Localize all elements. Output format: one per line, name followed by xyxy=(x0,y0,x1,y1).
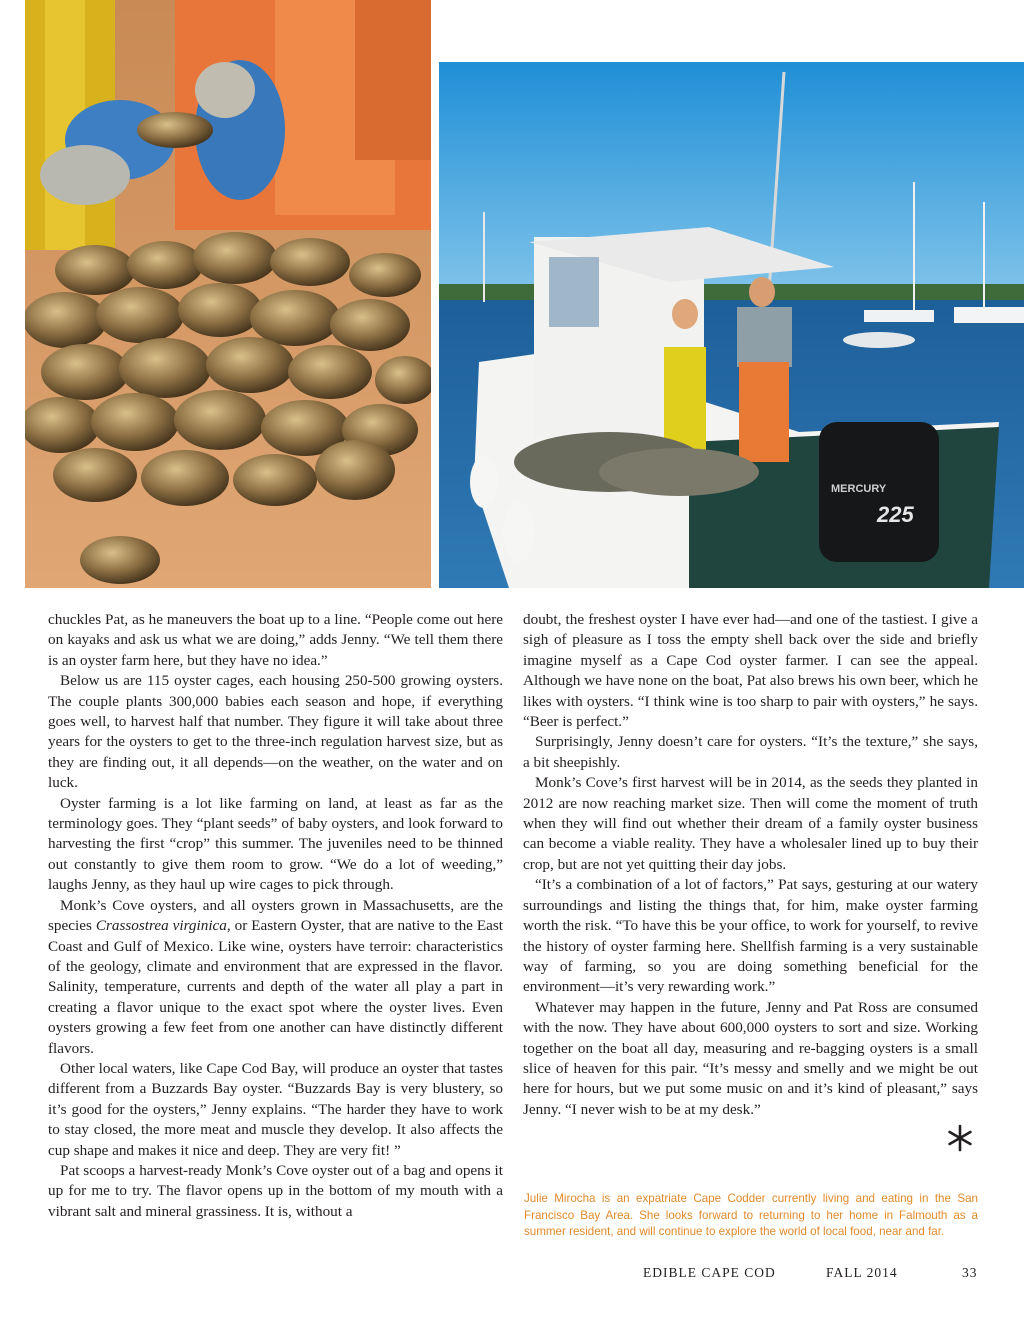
footer-issue: FALL 2014 xyxy=(826,1265,898,1280)
oyster-pile-illustration xyxy=(25,0,431,588)
article-column-right xyxy=(523,610,978,1120)
oyster-boat-photo xyxy=(439,62,1024,588)
article-paragraph: doubt, the freshest oyster I have ever had—and one of the tastiest. I give a sigh of pleasure as I toss the empty shell back over the side and briefly imagine myself as a Cape Cod oyster farmer. I can see the appeal. Although we have none on the boat, Pat also brews his own beer, which he likes with oysters. “I think wine is too sharp to pair with oysters,” he says. “Beer is perfect.” xyxy=(523,611,978,731)
article-paragraph: Oyster farming is a lot like farming on land, at least as far as the terminology goes. They “plant seeds” of baby oysters, and look forward to harvesting the first “crop” this summer. The juveniles need to be thinned out constantly to give them room to grow. “We do a lot of weeding,” laughs Jenny, as they haul up wire cages to pick through. xyxy=(48,794,503,894)
article-paragraph: “It’s a combination of a lot of factors,” Pat says, gesturing at our watery surroundings and listing the things that, for him, make oyster farming worth the risk. “To have this be your office, to work for yourself, to revive the history of oyster farming here. Shellfish farming is a very sustainable way of farming, so you are doing something beneficial for the environment—it’s very rewarding work.” xyxy=(523,876,978,996)
oyster-boat-illustration xyxy=(439,62,1024,588)
article-column-left xyxy=(48,610,503,1222)
motor-model-label: 225 xyxy=(877,502,914,527)
oyster-pile-photo xyxy=(25,0,431,588)
author-bio: Julie Mirocha is an expatriate Cape Codder currently living and eating in the San Francisco Bay Area. She looks forward to returning to her home in Falmouth as a summer resident, and will continue to explore the world of local food, near and far. xyxy=(524,1192,978,1239)
motor-brand-label: MERCURY xyxy=(831,483,887,495)
article-paragraph: Monk’s Cove oysters, and all oysters grown in Massachusetts, are the species Crassostrea virginica, or Eastern Oyster, that are native to the East Coast and Gulf of Mexico. Like wine, oysters have terroir: characteristics of the geology, climate and environment that are expressed in the flavor. Salinity, temperature, currents and depth of the water all play a part in creating a flavor unique to the exact spot where the oyster lives. Even oysters growing a few feet from one another can have distinctly different flavors. xyxy=(48,896,503,1057)
footer-magazine-name: EDIBLE CAPE COD xyxy=(643,1265,776,1280)
article-paragraph: Other local waters, like Cape Cod Bay, will produce an oyster that tastes different from a Buzzards Bay oyster. “Buzzards Bay is very blustery, so it’s good for the oysters,” Jenny explains. “The harder they have to work to stay closed, the more meat and muscle they develop. It also affects the cup shape and makes it nice and deep. They are very fit! ” xyxy=(48,1059,503,1159)
article-paragraph: Monk’s Cove’s first harvest will be in 2014, as the seeds they planted in 2012 are now reaching market size. Then will come the moment of truth when they will find out whether their dream of a family oyster business can become a viable reality. They have a wholesaler lined up to buy their crop, but are not yet quitting their day jobs. xyxy=(523,774,978,873)
footer-page-number: 33 xyxy=(962,1265,978,1280)
asterisk-end-mark-icon xyxy=(946,1124,974,1152)
article-paragraph: Surprisingly, Jenny doesn’t care for oysters. “It’s the texture,” she says, a bit sheepishly. xyxy=(523,733,978,771)
article-paragraph: Pat scoops a harvest-ready Monk’s Cove oyster out of a bag and opens it up for me to try. The flavor opens up in the bottom of my mouth with a vibrant salt and mineral grassiness. It is, without a xyxy=(48,1161,503,1220)
article-paragraph: Below us are 115 oyster cages, each housing 250-500 growing oysters. The couple plants 300,000 babies each season and hope, if everything goes well, to harvest half that number. They figure it will take about three years for the oysters to get to the three-inch regulation harvest size, but as they are finding out, it all depends—on the weather, on the water and on luck. xyxy=(48,672,503,792)
article-paragraph: chuckles Pat, as he maneuvers the boat up to a line. “People come out here on kayaks and ask us what we are doing,” adds Jenny. “We tell them there is an oyster farm here, but they have no idea.” xyxy=(48,611,503,669)
article-paragraph: Whatever may happen in the future, Jenny and Pat Ross are consumed with the now. They have about 600,000 oysters to sort and size. Working together on the boat all day, measuring and re-bagging oysters is a small slice of heaven for this pair. “It’s messy and smelly and we might be out here for hours, but we put some music on and it’s kind of pleasant,” says Jenny. “I never wish to be at my desk.” xyxy=(523,998,978,1118)
page-footer xyxy=(0,1265,1024,1285)
